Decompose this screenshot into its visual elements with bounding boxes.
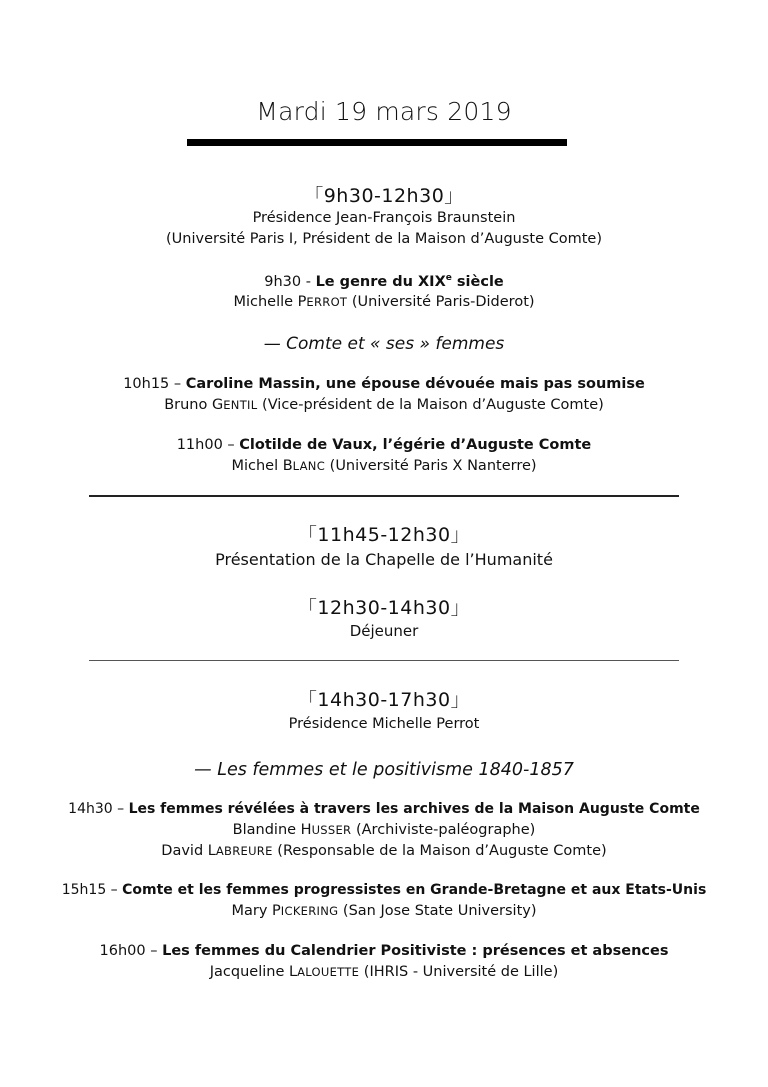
speaker-lalouette: Jacqueline LALOUETTE (IHRIS - Université de Lille) bbox=[209, 964, 559, 980]
speaker-pickering: Mary PICKERING (San Jose State University) bbox=[231, 903, 537, 919]
morning-presidence: Présidence Jean-François Braunstein bbox=[252, 210, 516, 226]
title-underline-bar bbox=[187, 139, 567, 146]
afternoon-time-slot: 「14h30-17h30」 bbox=[297, 689, 471, 711]
talk-le-genre bbox=[0, 273, 768, 290]
speaker-labreure: David LABREURE (Responsable de la Maison d’Auguste Comte) bbox=[161, 843, 607, 859]
section-divider bbox=[89, 660, 679, 661]
section-comte-femmes: — Comte et « ses » femmes bbox=[263, 334, 505, 354]
page-title: Mardi 19 mars 2019 bbox=[256, 97, 512, 126]
talk-title: Le genre du XIXe siècle bbox=[315, 273, 504, 290]
lunch-label: Déjeuner bbox=[349, 622, 419, 640]
lunch-time-slot: 「12h30-14h30」 bbox=[297, 597, 471, 619]
talk-clotilde-de-vaux: 11h00 – Clotilde de Vaux, l’égérie d’Auguste Comte bbox=[176, 437, 592, 453]
talk-time: 9h30 - bbox=[264, 273, 316, 290]
talk-femmes-progressistes: 15h15 – Comte et les femmes progressistes en Grande-Bretagne et aux Etats-Unis bbox=[61, 882, 707, 898]
section-femmes-positivisme: — Les femmes et le positivisme 1840-1857 bbox=[194, 760, 574, 780]
talk-archives: 14h30 – Les femmes révélées à travers les archives de la Maison Auguste Comte bbox=[68, 801, 700, 817]
morning-presidence-affiliation: (Université Paris I, Président de la Maison d’Auguste Comte) bbox=[166, 231, 602, 247]
chapelle-presentation: Présentation de la Chapelle de l’Humanité bbox=[215, 550, 553, 569]
talk-caroline-massin: 10h15 – Caroline Massin, une épouse dévouée mais pas soumise bbox=[123, 376, 645, 392]
speaker-perrot: Michelle PERROT (Université Paris-Diderot) bbox=[233, 294, 535, 310]
speaker-gentil: Bruno GENTIL (Vice-président de la Maison d’Auguste Comte) bbox=[164, 397, 604, 413]
chapelle-time-slot: 「11h45-12h30」 bbox=[297, 524, 471, 546]
morning-time-slot: 「9h30-12h30」 bbox=[304, 185, 464, 207]
speaker-blanc: Michel BLANC (Université Paris X Nanterre) bbox=[231, 458, 537, 474]
speaker-husser: Blandine HUSSER (Archiviste-paléographe) bbox=[232, 822, 536, 838]
talk-calendrier-positiviste: 16h00 – Les femmes du Calendrier Positiviste : présences et absences bbox=[99, 943, 669, 959]
afternoon-presidence: Présidence Michelle Perrot bbox=[288, 716, 480, 732]
section-divider bbox=[89, 495, 679, 497]
